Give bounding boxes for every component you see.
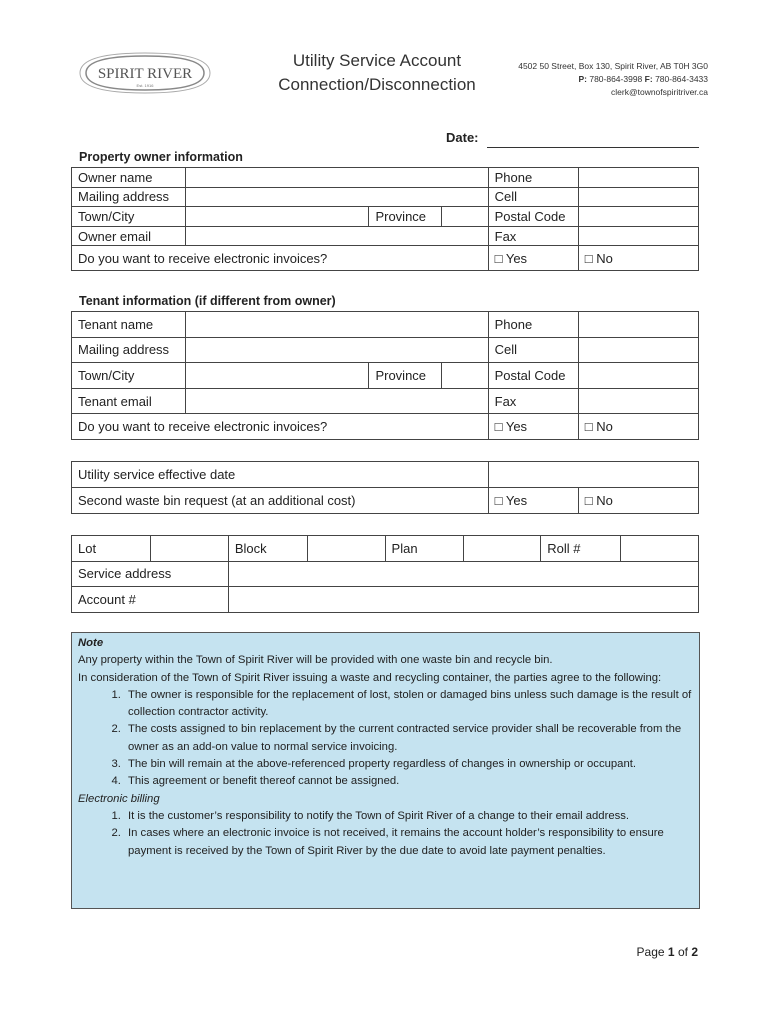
province-field[interactable]	[441, 363, 488, 389]
cell-field[interactable]	[578, 337, 698, 363]
phone-label: Phone	[488, 168, 578, 188]
tenant-heading: Tenant information (if different from owner)	[79, 294, 336, 308]
fax-field[interactable]	[578, 226, 698, 246]
phone-field[interactable]	[578, 312, 698, 338]
service-table	[71, 461, 699, 514]
lot-label: Lot	[72, 536, 151, 562]
email: clerk@townofspiritriver.ca	[611, 87, 708, 97]
invoice-yes-checkbox[interactable]: □ Yes	[488, 414, 578, 440]
note-heading: Note	[78, 637, 104, 649]
owner-heading: Property owner information	[79, 150, 243, 164]
note-box	[71, 632, 700, 909]
plan-label: Plan	[385, 536, 464, 562]
invoice-no-checkbox[interactable]: □ No	[578, 414, 698, 440]
page-number: Page 1 of 2	[636, 945, 698, 959]
town-label: Town/City	[72, 363, 186, 389]
note-line: Any property within the Town of Spirit River will be provided with one waste bin and recycle bin.	[78, 654, 553, 667]
list-item: 1. The owner is responsible for the replacement of lost, stolen or damaged bins unless such damage is the result of collection contractor activity.	[124, 687, 693, 722]
list-item: 1. It is the customer’s responsibility to notify the Town of Spirit River of a change to their email address.	[124, 808, 693, 825]
tenant-table	[71, 311, 699, 440]
invoice-question: Do you want to receive electronic invoices?	[72, 414, 489, 440]
effective-date-label: Utility service effective date	[72, 462, 489, 488]
phone-field[interactable]	[578, 168, 698, 188]
date-field[interactable]	[487, 147, 699, 148]
list-item: 2. In cases where an electronic invoice is not received, it remains the account holder’s responsibility to ensure payment is received by the Town of Spirit River by the due date to avoid late payment penalties.	[124, 825, 693, 860]
billing-heading: Electronic billing	[78, 792, 160, 805]
service-address-label: Service address	[72, 561, 229, 587]
block-field[interactable]	[307, 536, 385, 562]
address: 4502 50 Street, Box 130, Spirit River, AB T0H 3G0	[518, 61, 708, 71]
postal-field[interactable]	[578, 363, 698, 389]
postal-field[interactable]	[578, 207, 698, 227]
list-item: 3. The bin will remain at the above-referenced property regardless of changes in ownership or occupant.	[124, 756, 693, 773]
tenant-name-label: Tenant name	[72, 312, 186, 338]
cell-field[interactable]	[578, 187, 698, 207]
fax-field[interactable]	[578, 388, 698, 414]
form-title: Utility Service Account Connection/Disconnection	[278, 51, 476, 94]
bin-request-label: Second waste bin request (at an additional cost)	[72, 488, 489, 514]
plan-field[interactable]	[464, 536, 541, 562]
svg-text:Est. 1916: Est. 1916	[136, 83, 154, 88]
invoice-yes-checkbox[interactable]: □ Yes	[488, 246, 578, 271]
province-field[interactable]	[441, 207, 488, 227]
town-field[interactable]	[186, 207, 369, 227]
bin-no-checkbox[interactable]: □ No	[578, 488, 698, 514]
province-label: Province	[369, 363, 441, 389]
fax-label: Fax	[488, 226, 578, 246]
invoice-question: Do you want to receive electronic invoices?	[72, 246, 489, 271]
phone-label: Phone	[488, 312, 578, 338]
town-field[interactable]	[186, 363, 369, 389]
contact-block	[518, 60, 708, 99]
invoice-no-checkbox[interactable]: □ No	[578, 246, 698, 271]
tenant-name-field[interactable]	[186, 312, 488, 338]
town-label: Town/City	[72, 207, 186, 227]
postal-label: Postal Code	[488, 363, 578, 389]
mailing-label: Mailing address	[72, 337, 186, 363]
email-field[interactable]	[186, 388, 488, 414]
mailing-field[interactable]	[186, 187, 488, 207]
phone-fax: P: 780-864-3998 F: 780-864-3433	[578, 74, 708, 84]
note-line: In consideration of the Town of Spirit River issuing a waste and recycling container, the parties agree to the following:	[78, 671, 662, 684]
agreement-list	[78, 687, 693, 791]
list-item: 2. The costs assigned to bin replacement by the current contracted service provider shall be recoverable from the owner as an add-on value to normal service invoicing.	[124, 721, 693, 756]
town-logo	[76, 52, 214, 94]
lot-field[interactable]	[150, 536, 228, 562]
email-label: Owner email	[72, 226, 186, 246]
service-address-field[interactable]	[228, 561, 698, 587]
postal-label: Postal Code	[488, 207, 578, 227]
logo-text: SPIRIT RIVER	[97, 66, 193, 82]
roll-label: Roll #	[541, 536, 621, 562]
owner-name-field[interactable]	[186, 168, 488, 188]
email-label: Tenant email	[72, 388, 186, 414]
email-field[interactable]	[186, 226, 488, 246]
cell-label: Cell	[488, 337, 578, 363]
effective-date-field[interactable]	[488, 462, 698, 488]
billing-list	[78, 808, 693, 860]
province-label: Province	[369, 207, 441, 227]
property-table	[71, 535, 699, 613]
block-label: Block	[228, 536, 307, 562]
list-item: 4. This agreement or benefit thereof cannot be assigned.	[124, 773, 693, 790]
mailing-label: Mailing address	[72, 187, 186, 207]
mailing-field[interactable]	[186, 337, 488, 363]
date-label: Date:	[446, 130, 479, 145]
bin-yes-checkbox[interactable]: □ Yes	[488, 488, 578, 514]
roll-field[interactable]	[621, 536, 699, 562]
account-label: Account #	[72, 587, 229, 613]
account-field[interactable]	[228, 587, 698, 613]
fax-label: Fax	[488, 388, 578, 414]
cell-label: Cell	[488, 187, 578, 207]
owner-name-label: Owner name	[72, 168, 186, 188]
owner-table	[71, 167, 699, 271]
